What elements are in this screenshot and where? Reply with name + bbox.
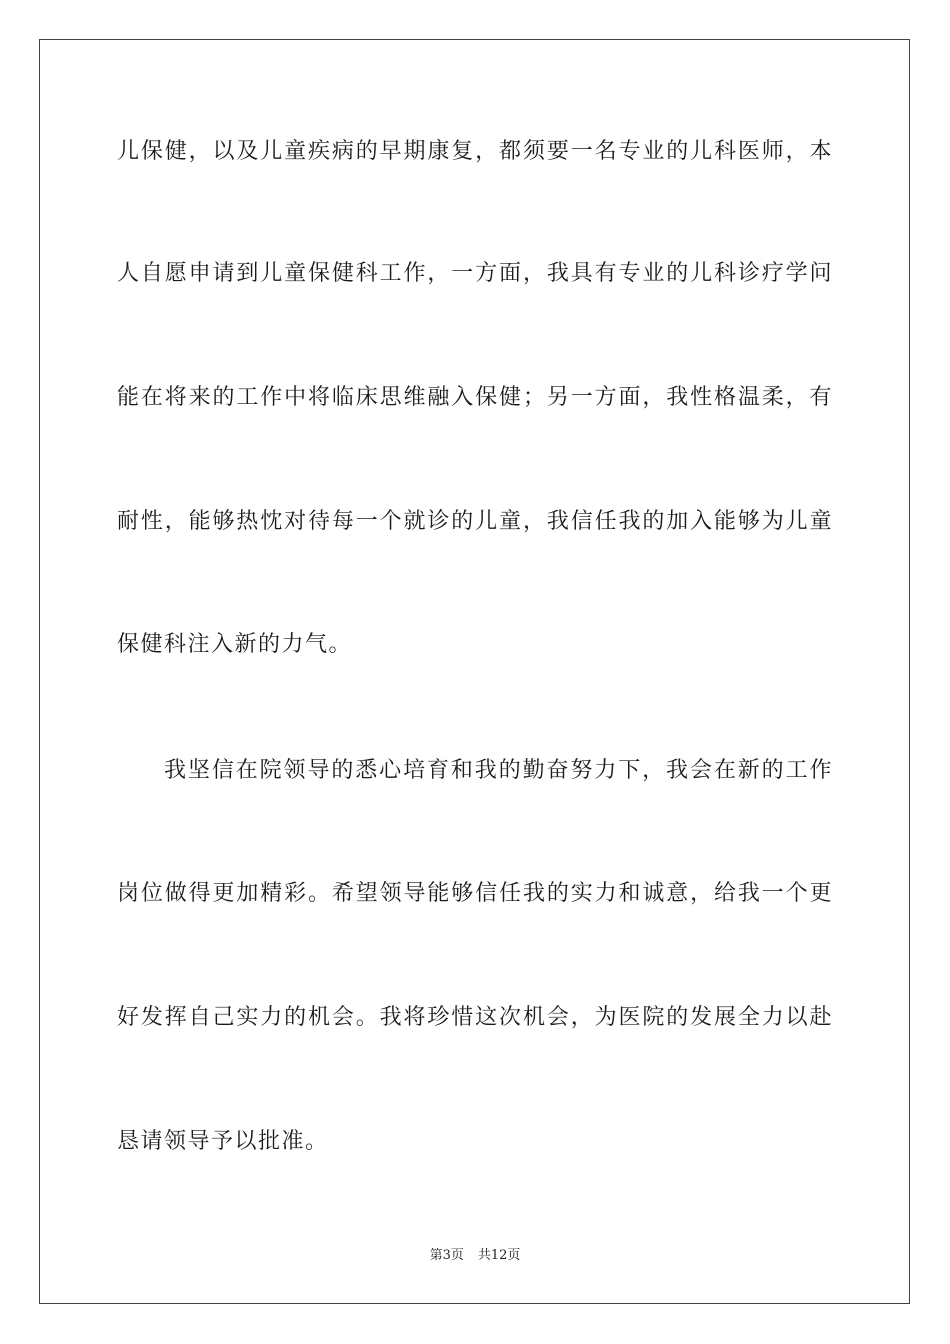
body-line-7: 岗位做得更加精彩。希望领导能够信任我的实力和诚意，给我一个更 [117, 881, 833, 906]
body-line-6: 我坚信在院领导的悉心培育和我的勤奋努力下，我会在新的工作 [164, 758, 833, 783]
body-line-2: 人自愿申请到儿童保健科工作，一方面，我具有专业的儿科诊疗学问 [117, 261, 833, 286]
page-footer [0, 1247, 950, 1265]
body-line-9: 恳请领导予以批准。 [117, 1129, 329, 1154]
body-line-1: 儿保健，以及儿童疾病的早期康复，都须要一名专业的儿科医师，本 [117, 139, 833, 164]
body-line-8: 好发挥自己实力的机会。我将珍惜这次机会，为医院的发展全力以赴 [117, 1005, 833, 1030]
body-line-3: 能在将来的工作中将临床思维融入保健；另一方面，我性格温柔，有 [117, 385, 833, 410]
body-line-5: 保健科注入新的力气。 [117, 632, 353, 657]
page-total: 共12页 [477, 1248, 521, 1263]
page-frame [39, 39, 910, 1304]
page-number: 第3页 [429, 1248, 464, 1263]
body-line-4: 耐性，能够热忱对待每一个就诊的儿童，我信任我的加入能够为儿童 [117, 509, 833, 534]
